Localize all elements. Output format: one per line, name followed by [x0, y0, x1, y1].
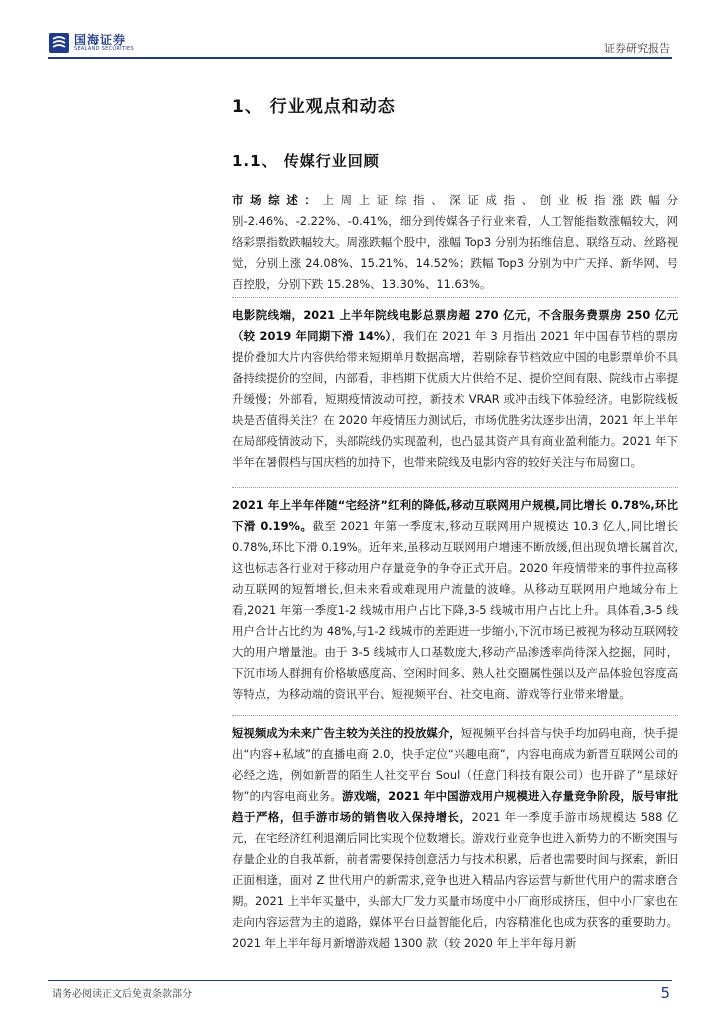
sealand-logo-icon: [48, 32, 70, 54]
page-header: [0, 0, 724, 62]
subsection-heading: 1.1、 传媒行业回顾: [232, 152, 380, 170]
paragraph-lead: 短视频成为未来广告主较为关注的投放媒介，: [232, 726, 461, 740]
paragraph-lead: 2021 年上半年伴随“宅经济”红利的降低,移动互联网用户规模,同比增长 0.78%,环比下滑 0.19%。: [232, 498, 678, 533]
page-number: 5: [660, 984, 670, 1002]
logo-name-en: SEALAND SECURITIES: [74, 46, 134, 52]
paragraph-text: 截至 2021 年第一季度末,移动互联网用户规模达 10.3 亿人,同比增长 0.78%,环比下滑 0.19%。近年来,虽移动互联网用户增速不断放缓,但出现负增长属首次,这也标志各行业对于移动用户存量竞争的争夺正式开启。2020 年疫情带来的事件拉高移动互联网的短暂增长,但未来看或难现用户流量的波峰。从移动互联网用户地域分布上看,2021 年第一季度1-2 线城市用户占比下降,3-5 线城市用户占比上升。具体看,3-5 线用户合计占比约为 48%,与1-2 线城市的差距进一步缩小,下沉市场已被视为移动互联网较大的用户增量池。由于 3-5 线城市人口基数庞大,移动产品渗透率尚待深入挖掘，同时，下沉市场人群拥有价格敏感度高、空闲时间多、熟人社交圈属性强以及产品体验包容度高等特点，为移动端的资讯平台、短视频平台、社交电商、游戏等行业带来增量。: [232, 519, 679, 701]
paragraph-divider: [232, 297, 678, 298]
paragraph-divider: [232, 487, 678, 488]
paragraph-cinema: [232, 305, 678, 473]
sealand-logo: [48, 32, 134, 54]
paragraph-market-summary: [232, 190, 678, 295]
section-heading: 1、 行业观点和动态: [232, 97, 396, 117]
paragraph-lead: 电影院线端，2021 上半年院线电影总票房超 270 亿元，不含服务费票房 250 亿元（较 2019 年同期下滑 14%）: [232, 308, 678, 343]
report-type: 证券研究报告: [604, 42, 670, 55]
paragraph-text: ，我们在 2021 年 3 月指出 2021 年中国春节档的票房提价叠加大片内容供给带来短期单月数据高增，若剔除春节档效应中国的电影票单价不具备持续提价的空间，内部看，非档期下优质大片供给不足、提价空间有限、院线市占率提升缓慢；外部看，短期疫情波动可控，新技术 VRAR 或冲击线下体验经济。电影院线板块是否值得关注？在 2020 年疫情压力测试后，市场优胜劣汰逐步出清，2021 年上半年在局部疫情波动下，头部院线仍实现盈利，也凸显其资产具有商业盈利能力。2021 年下半年在暑假档与国庆档的加持下，也带来院线及电影内容的较好关注与布局窗口。: [232, 329, 678, 469]
paragraph-text: 短视频平台抖音与快手均加码电商，快手提出“内容+私域”的直播电商 2.0，快手定位“兴趣电商”，内容电商成为新晋互联网公司的必经之选，例如新晋的陌生人社交平台 Soul（任意门科技有限公司）也开辟了“星球好物”的内容电商业务。: [232, 726, 678, 803]
logo-name-cn: 国海证券: [74, 33, 127, 47]
footer-disclaimer: 请务必阅读正文后免责条款部分: [52, 989, 192, 1000]
paragraph-short-video-games: [232, 723, 678, 954]
footer-divider: [48, 980, 672, 981]
paragraph-divider: [232, 715, 678, 716]
paragraph-text: 2021 年一季度手游市场规模达 588 亿元，在宅经济红利退潮后同比实现个位数增长。游戏行业竞争也进入新势力的不断突围与存量企业的自我革新，前者需要保持创意活力与技术积累，后者也需要时间与探索，新旧正面相逢，面对 Z 世代用户的新需求,竞争也进入精品内容运营与新世代用户的需求磨合期。2021 上半年买量中，头部大厂发力买量市场度中小厂商形成挤压，但中小厂家也在走向内容运营为主的道路，媒体平台日益智能化后，内容精准化也成为获客的重要助力。2021 年上半年每月新增游戏超 1300 款（较 2020 年上半年每月新: [232, 810, 678, 950]
paragraph-mobile-internet: [232, 495, 678, 705]
paragraph-lead: 游戏端，2021 年中国游戏用户规模进入存量竞争阶段，版号审批趋于严格，但手游市场的销售收入保持增长，: [232, 789, 678, 824]
paragraph-lead: 市场综述：: [232, 193, 323, 207]
paragraph-text: 上周上证综指、深证成指、创业板指涨跌幅分别-2.46%、-2.22%、-0.41%，细分到传媒各子行业来看，人工智能指数涨幅较大，网络彩票指数跌幅较大。周涨跌幅个股中，涨幅 Top3 分别为拓维信息、联络互动、丝路视觉，分别上涨 24.08%、15.21%、14.52%；跌幅 Top3 分别为中广天择、新华网、号百控股，分别下跌 15.28%、13.30%、11.63%。: [232, 193, 678, 291]
header-divider: [48, 57, 672, 59]
